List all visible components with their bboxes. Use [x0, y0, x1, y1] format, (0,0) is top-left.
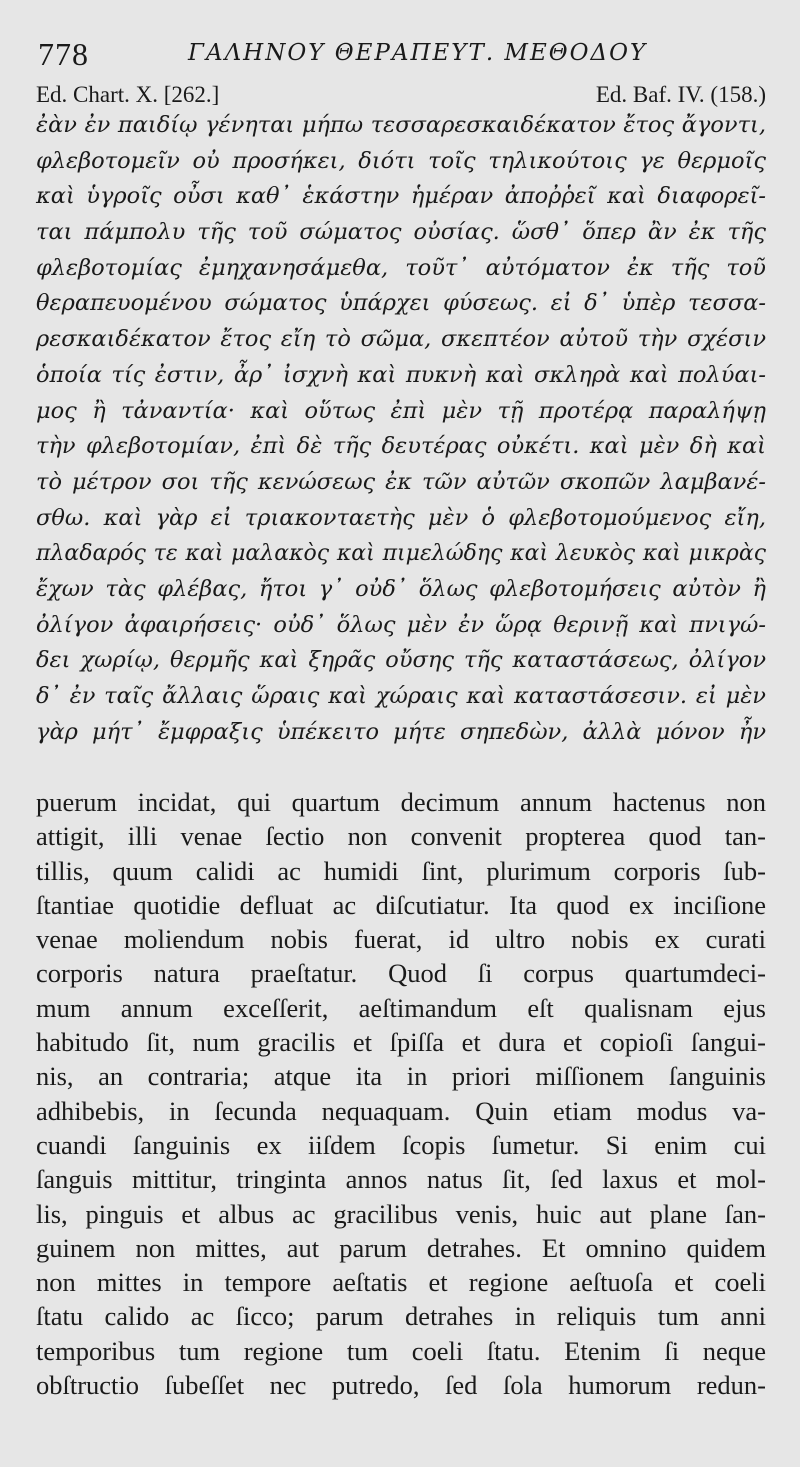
- latin-text-line: temporibus tum regione tum coeli ſtatu. Etenim ſi neque: [36, 1335, 766, 1366]
- latin-text-line: tillis, quum calidi ac humidi ſint, plurimum corporis ſub-: [36, 855, 766, 886]
- edition-basel: Ed. Baf. IV. (158.): [595, 82, 766, 107]
- latin-text-line: obſtructio ſubeſſet nec putredo, ſed ſola humorum redun-: [36, 1370, 766, 1401]
- greek-text-line: γὰρ μήτ᾿ ἔμφραξις ὑπέκειτο μήτε σηπεδὼν, ἀλλὰ μόνον ἦν: [36, 718, 766, 745]
- edition-chartier: Ed. Chart. X. [262.]: [36, 82, 220, 107]
- greek-text-line: θεραπευομένου σώματος ὑπάρχει φύσεως. εἰ δ᾿ ὑπὲρ τεσσα-: [36, 290, 766, 317]
- latin-text-line: venae moliendum nobis fuerat, id ultro nobis ex curati: [36, 924, 766, 955]
- latin-text-line: guinem non mittes, aut parum detrahes. Et omnino quidem: [36, 1232, 766, 1263]
- latin-text-line: cuandi ſanguinis ex iiſdem ſcopis ſumetur. Si enim cui: [36, 1129, 766, 1160]
- greek-text-line: τὴν φλεβοτομίαν, ἐπὶ δὲ τῆς δευτέρας οὐκέτι. καὶ μὲν δὴ καὶ: [36, 433, 766, 460]
- latin-text-line: ſtatu calido ac ſicco; parum detrahes in reliquis tum anni: [36, 1301, 766, 1332]
- latin-text-line: puerum incidat, qui quartum decimum annum hactenus non: [36, 787, 766, 817]
- latin-text-line: adhibebis, in ſecunda nequaquam. Quin etiam modus va-: [36, 1095, 766, 1126]
- latin-text-line: ſtantiae quotidie defluat ac diſcutiatur. Ita quod ex inciſione: [36, 889, 766, 920]
- greek-text-line: τὸ μέτρον σοι τῆς κενώσεως ἐκ τῶν αὐτῶν σκοπῶν λαμβανέ-: [36, 468, 766, 495]
- running-title: ΓΑΛΗΝΟΥ ΘΕΡΑΠΕΥΤ. ΜΕΘΟΔΟΥ: [188, 40, 648, 66]
- greek-text-line: φλεβοτομίας ἐμηχανησάμεθα, τοῦτ᾿ αὐτόματον ἐκ τῆς τοῦ: [36, 254, 766, 281]
- greek-text-line: ται πάμπολυ τῆς τοῦ σώματος οὐσίας. ὥσθ᾿ ὅπερ ἂν ἐκ τῆς: [36, 219, 766, 246]
- greek-text-line: ρεσκαιδέκατον ἔτος εἴη τὸ σῶμα, σκεπτέον αὐτοῦ τὴν σχέσιν: [36, 326, 766, 353]
- greek-text-block: [36, 108, 766, 750]
- greek-text-line: ἔχων τὰς φλέβας, ἤτοι γ᾿ οὐδ᾿ ὅλως φλεβοτομήσεις αὐτὸν ἢ: [36, 575, 766, 602]
- latin-text-line: non mittes in tempore aeſtatis et regione aeſtuoſa et coeli: [36, 1267, 766, 1298]
- greek-text-line: φλεβοτομεῖν οὐ προσήκει, διότι τοῖς τηλικούτοις γε θερμοῖς: [36, 147, 766, 174]
- latin-text-line: lis, pinguis et albus ac gracilibus venis, huic aut plane ſan-: [36, 1198, 766, 1229]
- greek-text-line: δει χωρίῳ, θερμῆς καὶ ξηρᾶς οὔσης τῆς καταστάσεως, ὀλίγον: [36, 647, 766, 674]
- greek-text-line: ὁποία τίς ἐστιν, ἆρ᾿ ἰσχνὴ καὶ πυκνὴ καὶ σκληρὰ καὶ πολύαι-: [36, 361, 766, 388]
- greek-text-line: ὀλίγον ἀφαιρήσεις· οὐδ᾿ ὅλως μὲν ἐν ὥρᾳ θερινῇ καὶ πνιγώ-: [36, 611, 766, 638]
- latin-text-line: attigit, illi venae ſectio non convenit propterea quod tan-: [36, 821, 766, 852]
- latin-text-block: [36, 785, 766, 1402]
- greek-text-line: δ᾿ ἐν ταῖς ἄλλαις ὥραις καὶ χώραις καὶ καταστάσεσιν. εἰ μὲν: [36, 683, 766, 709]
- latin-text-line: ſanguis mittitur, tringinta annos natus ſit, ſed laxus et mol-: [36, 1164, 766, 1195]
- latin-text-line: mum annum exceſſerit, aeſtimandum eſt qualisnam ejus: [36, 992, 766, 1023]
- greek-text-line: ἐὰν ἐν παιδίῳ γένηται μήπω τεσσαρεσκαιδέκατον ἔτος ἄγοντι,: [36, 112, 766, 138]
- latin-text-line: corporis natura praeſtatur. Quod ſi corpus quartumdeci-: [36, 958, 766, 989]
- greek-text-line: μος ἢ τἀναντία· καὶ οὕτως ἐπὶ μὲν τῇ προτέρᾳ παραλήψῃ: [36, 397, 766, 424]
- latin-text-line: nis, an contraria; atque ita in priori miſſionem ſanguinis: [36, 1061, 766, 1092]
- greek-text-line: πλαδαρός τε καὶ μαλακὸς καὶ πιμελώδης καὶ λευκὸς καὶ μικρὰς: [36, 541, 766, 567]
- page-number: 778: [38, 36, 89, 72]
- greek-text-line: σθω. καὶ γὰρ εἰ τριακονταετὴς μὲν ὁ φλεβοτομούμενος εἴη,: [36, 504, 766, 531]
- greek-text-line: καὶ ὑγροῖς οὖσι καθ᾿ ἑκάστην ἡμέραν ἀποῤῥεῖ καὶ διαφορεῖ-: [36, 183, 766, 210]
- running-head: [38, 36, 768, 76]
- latin-text-line: habitudo ſit, num gracilis et ſpiſſa et dura et copioſi ſangui-: [36, 1027, 766, 1058]
